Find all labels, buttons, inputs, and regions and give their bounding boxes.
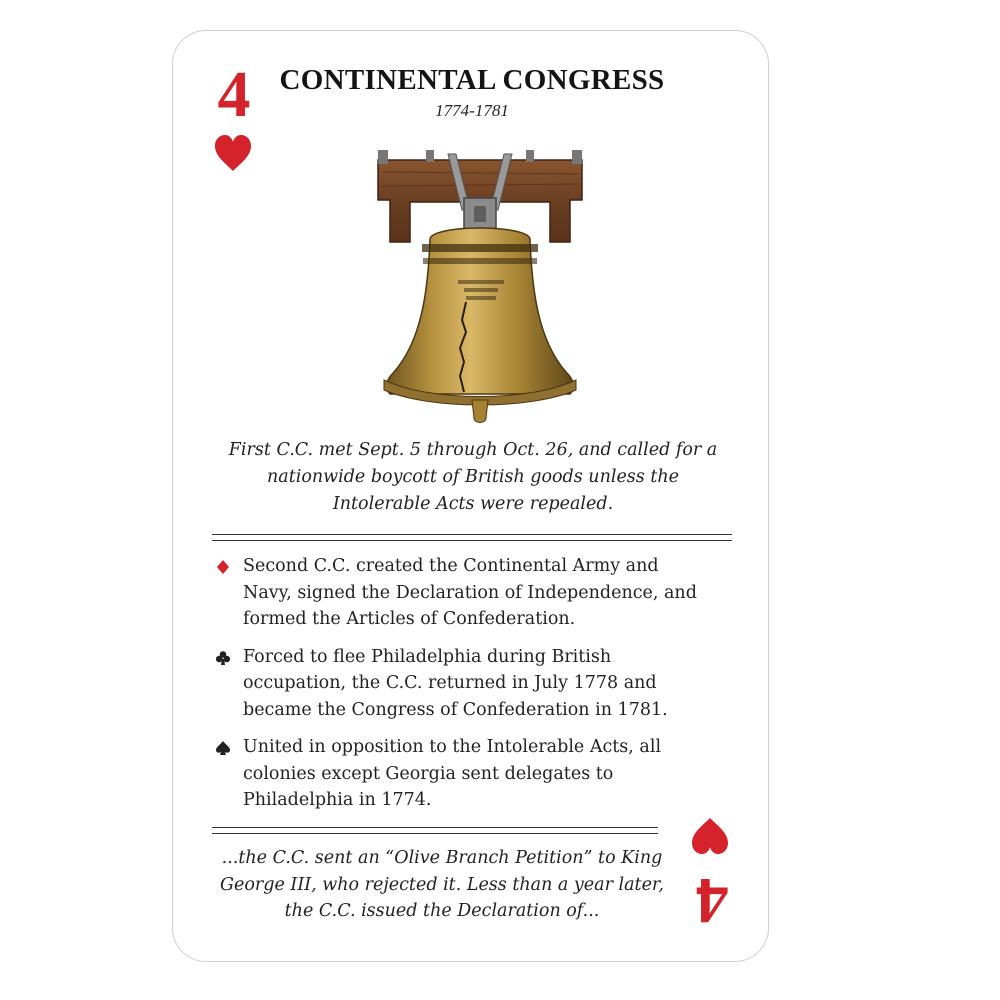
corner-rank: 4 — [217, 58, 251, 131]
fact-list — [212, 553, 712, 825]
teaser-text: ...the C.C. sent an “Olive Branch Petition” to King George III, who rejected it. Less than a year later, the C.C. issued the Declaration of... — [220, 848, 664, 921]
heart-icon — [690, 815, 730, 855]
list-item — [212, 644, 712, 724]
fact-text: United in opposition to the Intolerable Acts, all colonies except Georgia sent delegates to Philadelphia in 1774. — [243, 737, 662, 810]
divider-line — [212, 534, 732, 535]
corner-rank-inverted: 4 — [695, 864, 729, 937]
divider-line — [212, 827, 658, 828]
divider-line — [212, 540, 732, 541]
liberty-bell-illustration — [370, 140, 590, 430]
divider-line — [212, 833, 658, 834]
spade-icon — [215, 740, 231, 756]
intro-text: First C.C. met Sept. 5 through Oct. 26, and called for a nationwide boycott of British goods unless the Intolerable Acts were repealed. — [228, 440, 718, 514]
club-icon — [215, 650, 231, 666]
list-item — [212, 734, 712, 814]
card-title: CONTINENTAL CONGRESS — [279, 64, 665, 96]
fact-text: Second C.C. created the Continental Army and Navy, signed the Declaration of Independence, and formed the Articles of Confederation. — [243, 556, 697, 629]
list-item — [212, 553, 712, 633]
fact-text: Forced to flee Philadelphia during British occupation, the C.C. returned in July 1778 and became the Congress of Confederation in 1781. — [243, 646, 668, 720]
diamond-icon — [215, 559, 231, 575]
heart-icon — [213, 134, 253, 174]
card-dates: 1774-1781 — [435, 101, 509, 120]
